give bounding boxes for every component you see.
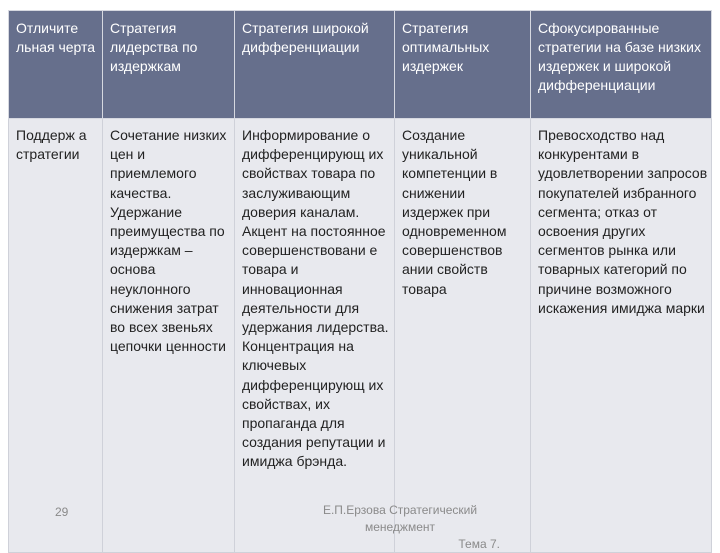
header-cell-broad-differentiation: Стратегия широкой дифференциации: [235, 11, 395, 119]
header-cell-focused: Сфокусированные стратегии на базе низких издержек и широкой дифференциации: [531, 11, 712, 119]
footer: [300, 502, 500, 553]
table-header-row: [9, 11, 712, 119]
page-number: 29: [55, 505, 69, 519]
cell-cost-leadership: [103, 119, 235, 553]
footer-author: Е.П.Ерзова Стратегический менеджмент: [322, 503, 478, 534]
cell-text: Информирование о дифференцирующ их свойствах товара по заслуживающим доверия каналам. Акцент на постоянное совершенствовани е товара и инновационная деятельности для удержания лидерства. Концентрация на ключевых дифференцирующ их свойствах, их пропаганда для создания репутации и имиджа брэнда.: [242, 127, 389, 470]
table-row: [9, 119, 712, 553]
cell-broad-differentiation: [235, 119, 395, 553]
row-label-support: [9, 119, 103, 553]
cell-text: Создание уникальной компетенции в снижении издержек при одновременном совершенствов ании свойств товара: [402, 127, 507, 297]
cell-text: Сочетание низких цен и приемлемого качества. Удержание преимущества по издержкам – основа неуклонного снижения затрат во всех звеньях цепочки ценности: [110, 127, 227, 355]
cell-text: Превосходство над конкурентами в удовлетворении запросов покупателей избранного сегмента; отказ от освоения других сегментов рынка или товарных категорий по причине возможного искажения имиджа марки: [538, 127, 708, 316]
footer-topic: Тема 7.: [458, 537, 500, 551]
cell-best-cost: [395, 119, 531, 553]
cell-focused: [531, 119, 712, 553]
header-cell-cost-leadership: Стратегия лидерства по издержкам: [103, 11, 235, 119]
cell-text: Поддерж а стратегии: [16, 127, 87, 163]
strategy-table: [8, 10, 712, 553]
header-cell-best-cost: Стратегия оптимальных издержек: [395, 11, 531, 119]
header-cell-feature: Отличите льная черта: [9, 11, 103, 119]
